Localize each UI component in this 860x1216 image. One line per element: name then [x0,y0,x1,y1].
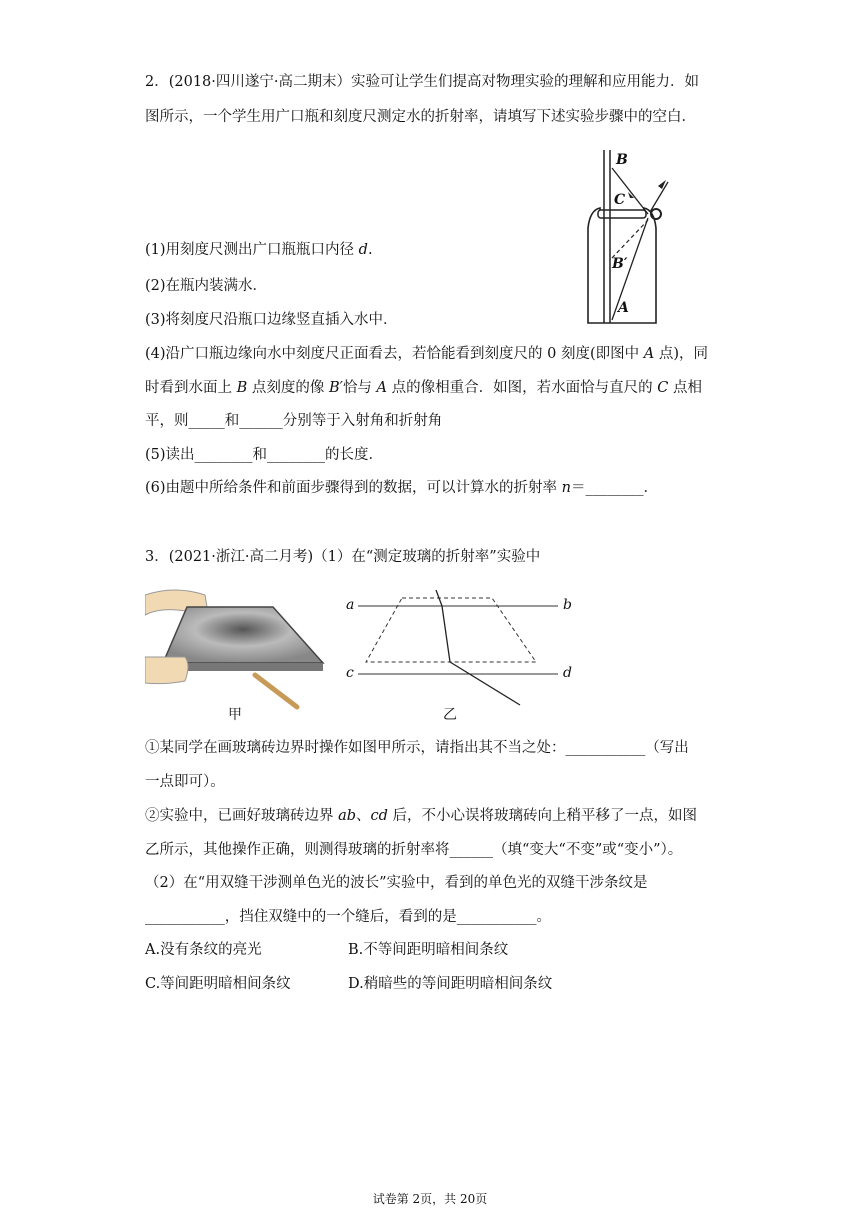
fig-yi-label: 乙 [443,707,457,723]
q3-sub1-line-2: 一点即可）。 [145,774,225,790]
label-B: B [616,152,628,168]
q2-line-1: 2．(2018·四川遂宁·高二期末）实验可让学生们提高对物理实验的理解和应用能力．如 [145,74,699,90]
q3-part2-line-1: （2）在“用双缝干涉测单色光的波长”实验中，看到的单色光的双缝干涉条纹是 [145,875,648,891]
fig-label-a: a [346,597,355,613]
label-B-prime: B′ [612,256,628,272]
page-footer: 试卷第 2页，共 20页 [372,1192,488,1206]
fig-label-d: d [563,665,572,681]
label-C: C [614,192,626,208]
q2-step-4-line-2: 时看到水面上 B 点刻度的像 B′恰与 A 点的像相重合．如图，若水面恰与直尺的 C 点相 [145,380,702,396]
q2-step-5: (5)读出________和________的长度． [145,447,384,463]
option-c: C.等间距明暗相间条纹 [145,976,291,992]
q3-sub1-line-1: ①某同学在画玻璃砖边界时操作如图甲所示，请指出其不当之处：___________（写出 [145,740,689,756]
fig-label-c: c [346,665,354,681]
option-d: D.稍暗些的等间距明暗相间条纹 [348,976,553,992]
option-a: A.没有条纹的亮光 [145,942,262,958]
q2-step-4-line-1: (4)沿广口瓶边缘向水中刻度尺正面看去，若恰能看到刻度尺的 0 刻度(即图中 A 点)，同 [145,346,709,362]
q2-step-6: (6)由题中所给条件和前面步骤得到的数据，可以计算水的折射率 n＝________． [145,480,658,496]
q2-step-4-line-3: 平，则_____和______分别等于入射角和折射角 [145,413,443,429]
option-b: B.不等间距明暗相间条纹 [348,942,509,958]
refraction-diagram [340,590,580,710]
fig-jia-label: 甲 [228,707,242,723]
q2-step-2: (2)在瓶内装满水． [145,278,268,294]
fig-label-b: b [563,597,572,613]
glass-block-hand-figure [145,585,325,715]
q2-step-1: (1)用刻度尺测出广口瓶瓶口内径 d. [145,242,373,258]
q3-sub2-line-2: 乙所示，其他操作正确，则测得玻璃的折射率将______（填“变大“不变”或“变小”）。 [145,842,683,858]
bottle-figure [580,148,680,328]
q3-line-1: 3．(2021·浙江·高二月考)（1）在“测定玻璃的折射率”实验中 [145,549,541,565]
q2-line-2: 图所示，一个学生用广口瓶和刻度尺测定水的折射率，请填写下述实验步骤中的空白． [145,109,696,125]
q2-step-3: (3)将刻度尺沿瓶口边缘竖直插入水中． [145,312,398,328]
q3-sub2-line-1: ②实验中，已画好玻璃砖边界 ab、cd 后，不小心误将玻璃砖向上稍平移了一点，如图 [145,808,698,824]
q3-part2-line-2: ___________，挡住双缝中的一个缝后，看到的是___________。 [145,909,551,925]
label-A: A [618,300,629,316]
